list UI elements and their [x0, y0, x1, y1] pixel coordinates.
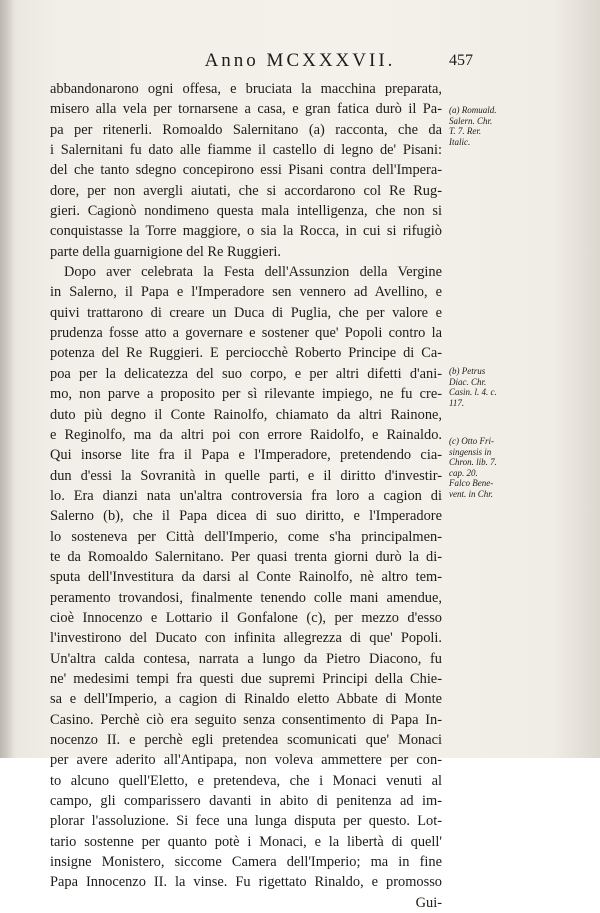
- text-line: abbandonarono ogni offesa, e bruciata la macchina preparata,: [50, 81, 442, 97]
- text-line: Salerno (b), che il Papa dicea di suo diritto, e l'Imperadore: [50, 508, 442, 525]
- text-line: dore, per non avergli aiutati, che si accordarono col Re Rug-: [50, 182, 442, 199]
- text-line: to alcuno quell'Eletto, e pretendeva, che i Monaci venuti al: [50, 772, 442, 789]
- text-line: e Reginolfo, ma da altri poi con errore Raidolfo, e Rainaldo.: [50, 426, 442, 443]
- text-line: i Salernitani fu dato alle fiamme il castello di legno de' Pisani:: [50, 142, 442, 159]
- text-line: pa per ritenerli. Romoaldo Salernitano (a) racconta, che da: [50, 121, 442, 138]
- margin-note-line: Chron. lib. 7.: [449, 457, 497, 467]
- margin-note-line: Casin. l. 4. c.: [449, 387, 497, 397]
- text-line: Casino. Perchè ciò era seguito senza consentimento di Papa In-: [50, 711, 442, 728]
- text-line: duto più degno il Conte Rainolfo, chiamato da altri Rainone,: [50, 406, 442, 423]
- text-line: conquistasse la Torre maggiore, o sia la Rocca, in cui si rifugiò: [50, 223, 442, 240]
- margin-note-line: singensis in: [449, 446, 492, 457]
- margin-note-line: (a) Romuald.: [449, 105, 497, 115]
- margin-note-line: Salern. Chr.: [449, 115, 493, 126]
- margin-note-line: 117.: [449, 397, 465, 408]
- text-line: te da Romoaldo Salernitano. Per quasi trenta giorni durò la di-: [50, 548, 442, 565]
- text-line: Papa Innocenzo II. la vinse. Fu rigettato Rinaldo, e promosso: [50, 874, 442, 891]
- text-line: prudenza fosse atto a governare e sostener que' Popoli contro la: [50, 325, 442, 342]
- text-line: in Salerno, il Papa e l'Imperadore sen vennero ad Avellino, e: [50, 284, 442, 301]
- text-line: ne' medesimi tempi fra questi due supremi Principi della Chie-: [50, 670, 442, 687]
- text-line: Un'altra calda contesa, narrata a lungo da Pietro Diacono, fu: [50, 650, 442, 667]
- text-line: dun d'essi la Sovranità in quelle parti, e il diritto d'investir-: [50, 467, 442, 484]
- text-line: parte della guarnigione del Re Ruggieri.: [50, 243, 281, 260]
- text-line: poa per la delicatezza del suo corpo, e per altri difetti d'ani-: [50, 365, 442, 382]
- text-line: lo. Era dianzi nata un'altra controversia fra loro a cagion di: [50, 487, 442, 504]
- text-line: Qui insorse lite fra il Papa e l'Imperadore, pretendendo cia-: [50, 447, 442, 464]
- text-line: Dopo aver celebrata la Festa dell'Assunzion della Vergine: [64, 264, 442, 281]
- catchword: Gui-: [415, 894, 442, 911]
- margin-note-b: [449, 366, 527, 408]
- margin-note-a: [449, 105, 527, 147]
- text-line: plorar l'assoluzione. Si fece una lunga disputa per questo. Lot-: [50, 813, 442, 830]
- text-line: nocenzo II. e perchè egli pretendea scomunicati que' Monaci: [50, 732, 442, 748]
- margin-note-line: Diac. Chr.: [449, 376, 487, 387]
- margin-note-line: T. 7. Rer.: [449, 126, 482, 136]
- margin-note-line: (c) Otto Fri-: [449, 436, 494, 446]
- text-line: quivi trattarono di creare un Duca di Puglia, che per valore e: [50, 304, 442, 321]
- margin-note-line: Italic.: [449, 136, 471, 147]
- text-line: gieri. Cagionò nondimeno questa mala intelligenza, che non si: [50, 203, 442, 220]
- text-line: del che tanto sdegno concepirono essi Pisani contra dell'Impera-: [50, 162, 442, 179]
- text-line: cioè Innocenzo e Lottario il Gonfalone (c), per mezzo d'esso: [50, 609, 442, 626]
- margin-note-line: vent. in Chr.: [449, 488, 493, 499]
- body-text: [50, 79, 442, 913]
- text-line: mo, non parve a proposito per sì rilevante impiego, ne fu cre-: [50, 386, 442, 403]
- text-line: sa e dell'Imperio, a cagion di Rinaldo eletto Abbate di Monte: [50, 691, 442, 708]
- text-line: sputa dell'Investitura da darsi al Conte Rainolfo, nè altro tem-: [50, 569, 442, 586]
- text-line: campo, gli comparissero davanti in abito di penitenza ad im-: [50, 793, 442, 810]
- margin-note-line: (b) Petrus: [449, 366, 486, 376]
- text-line: l'investirono del Ducato con infinita allegrezza di que' Popoli.: [50, 630, 442, 647]
- text-line: tario sostenne per quanto potè i Monaci, e la libertà di quell': [50, 833, 442, 850]
- text-line: peramento trovandosi, finalmente tenendo colle mani amendue,: [50, 589, 442, 606]
- text-line: potenza del Re Ruggieri. E perciocchè Roberto Principe di Ca-: [50, 345, 442, 362]
- margin-note-c: [449, 436, 527, 499]
- text-line: lo sosteneva per Città dell'Imperio, come s'ha principalmen-: [50, 528, 442, 545]
- running-head: Anno MCXXXVII.: [204, 50, 396, 71]
- text-line: insigne Monistero, siccome Camera dell'Imperio; ma in fine: [50, 854, 442, 871]
- text-line: misero alla vela per tornarsene a casa, e gran fatica durò il Pa-: [50, 101, 442, 118]
- margin-note-line: cap. 20.: [449, 467, 478, 478]
- page-header: [0, 50, 600, 72]
- margin-note-line: Falco Bene-: [449, 478, 494, 488]
- page-number: 457: [449, 52, 473, 69]
- text-line: per avere aderito all'Antipapa, non voleva ammettere per con-: [50, 752, 442, 769]
